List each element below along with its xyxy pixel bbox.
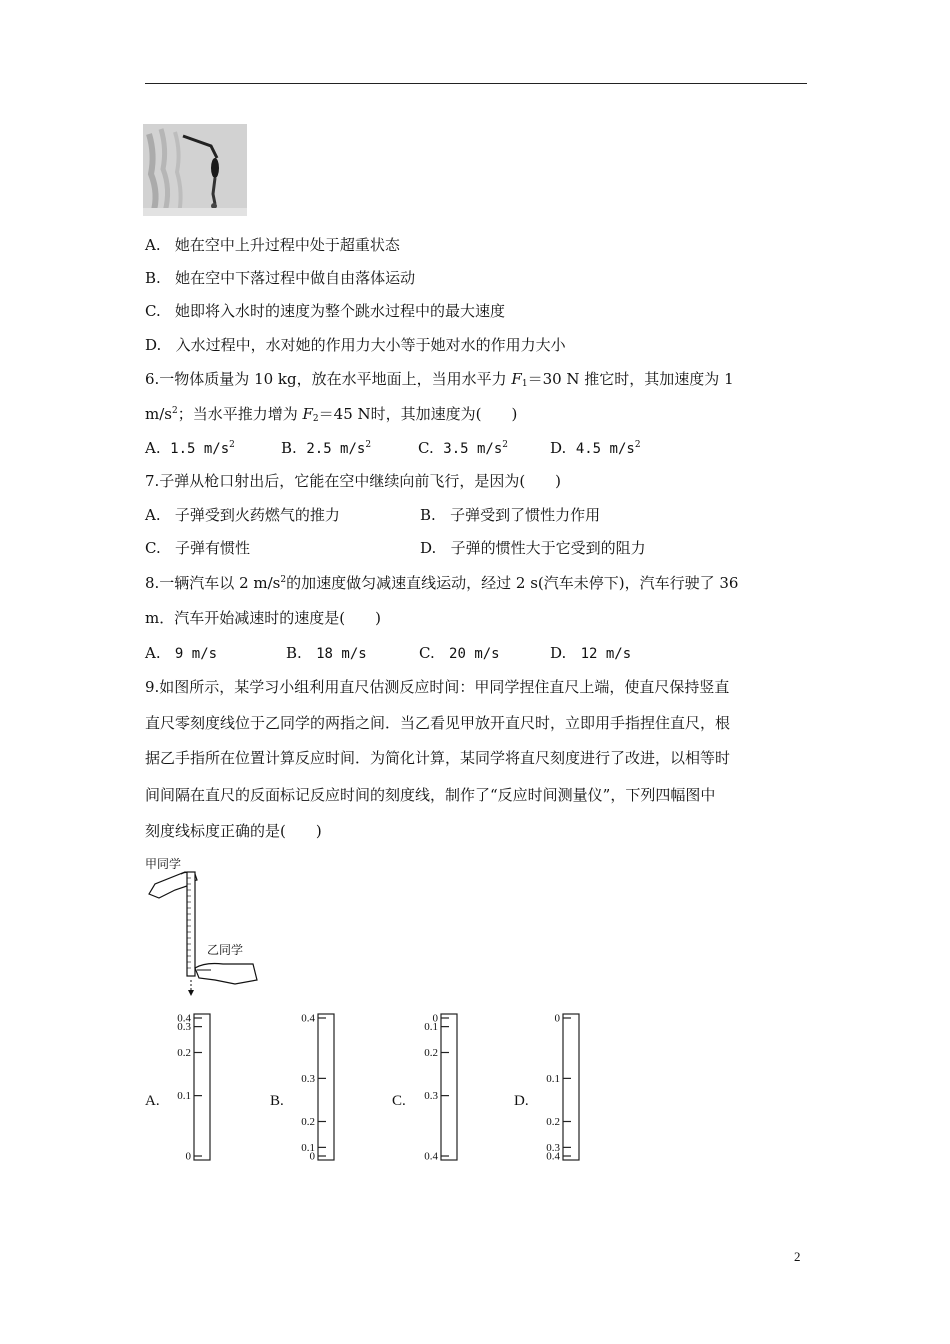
diver-photo xyxy=(143,124,247,216)
down-arrow-icon xyxy=(188,990,194,996)
q6-option-a: A. 1.5 $m/s^2$ xyxy=(145,439,235,457)
ruler-tick-label: 0.3 xyxy=(546,1141,560,1154)
ruler-tick-label: 0.1 xyxy=(301,1141,315,1154)
ruler-tick-label: 0.1 xyxy=(177,1090,191,1103)
q6-option-d: D. 4.5 $m/s^2$ xyxy=(550,439,641,457)
ruler-option-d xyxy=(535,1012,605,1164)
q7-option-d: D. 子弹的惯性大于它受到的阻力 xyxy=(420,539,646,557)
q5-option-a: A. 她在空中上升过程中处于超重状态 xyxy=(145,236,400,254)
ruler-tick-label: 0.2 xyxy=(546,1116,560,1128)
ruler-tick-label: 0.2 xyxy=(301,1116,315,1128)
ruler-tick-label: 0 xyxy=(185,1150,191,1163)
ruler-option-b xyxy=(290,1012,360,1164)
ruler-tick-label: 0 xyxy=(554,1012,560,1025)
page-number: 2 xyxy=(794,1249,801,1264)
q8-stem-line1: 8.一辆汽车以 2 $m/s^2$的加速度做匀减速直线运动，经过 2 s(汽车未停下)，汽车行驶了 36 xyxy=(145,574,739,592)
student-a-label: 甲同学 xyxy=(145,857,182,871)
q9-option-d-label: D. xyxy=(514,1093,529,1109)
ruler-icon xyxy=(187,872,195,976)
q7-option-b: B. 子弹受到了惯性力作用 xyxy=(420,506,601,524)
ruler-tick-label: 0.4 xyxy=(177,1012,191,1025)
ruler-option-c xyxy=(413,1012,483,1164)
q6-stem-line2: $m/s^2$；当水平推力增为 $F_2=45$ N时，其加速度为( ) xyxy=(145,405,518,424)
q9-stem-line2: 直尺零刻度线位于乙同学的两指之间．当乙看见甲放开直尺时，立即用手指捏住直尺，根 xyxy=(145,714,731,732)
q8-option-b: B. 18 m/s xyxy=(286,644,367,662)
ruler-tick-label: 0 xyxy=(432,1012,438,1025)
q6-stem-line1: 6.一物体质量为 10 kg，放在水平地面上，当用水平力 $F_1=30$ N 推它时，其加速度为 1 xyxy=(145,370,734,389)
ruler-body xyxy=(318,1014,334,1160)
ruler-tick-label: 0.2 xyxy=(424,1047,438,1059)
ruler-body xyxy=(194,1014,210,1160)
q9-stem-line5: 刻度线标度正确的是( ) xyxy=(145,822,322,840)
ruler-tick-label: 0.1 xyxy=(546,1072,560,1085)
ruler-tick-label: 0.2 xyxy=(177,1047,191,1059)
student-b-label: 乙同学 xyxy=(207,943,244,957)
q5-option-b: B. 她在空中下落过程中做自由落体运动 xyxy=(145,269,416,287)
q9-stem-line4: 间间隔在直尺的反面标记反应时间的刻度线，制作了“反应时间测量仪”，下列四幅图中 xyxy=(145,786,716,804)
q9-option-b-label: B. xyxy=(270,1093,284,1109)
hand-b-icon xyxy=(195,964,257,985)
q6-option-c: C. 3.5 $m/s^2$ xyxy=(418,439,509,457)
q7-option-a: A. 子弹受到火药燃气的推力 xyxy=(145,506,340,524)
q7-option-c: C. 子弹有惯性 xyxy=(145,539,251,557)
ruler-tick-label: 0.4 xyxy=(546,1150,560,1163)
q9-option-c-label: C. xyxy=(392,1093,406,1109)
ruler-tick-label: 0 xyxy=(309,1150,315,1163)
q8-stem-line2: m．汽车开始减速时的速度是( ) xyxy=(145,609,381,627)
header-rule xyxy=(145,83,807,84)
q5-option-d: D. 入水过程中，水对她的作用力大小等于她对水的作用力大小 xyxy=(145,336,566,354)
q7-stem: 7.子弹从枪口射出后，它能在空中继续向前飞行，是因为( ) xyxy=(145,472,562,490)
ruler-body xyxy=(441,1014,457,1160)
ruler-tick-label: 0.3 xyxy=(177,1021,191,1034)
q6-option-b: B. 2.5 $m/s^2$ xyxy=(281,439,372,457)
q8-option-c: C. 20 m/s xyxy=(419,644,500,662)
q9-stem-line3: 据乙手指所在位置计算反应时间．为简化计算，某同学将直尺刻度进行了改进，以相等时 xyxy=(145,749,731,767)
ruler-tick-label: 0.1 xyxy=(424,1021,438,1034)
q5-option-c: C. 她即将入水时的速度为整个跳水过程中的最大速度 xyxy=(145,302,506,320)
ruler-body xyxy=(563,1014,579,1160)
ruler-option-a xyxy=(166,1012,236,1164)
ruler-setup-figure xyxy=(145,856,265,1001)
q9-stem-line1: 9.如图所示，某学习小组利用直尺估测反应时间：甲同学捏住直尺上端，使直尺保持竖直 xyxy=(145,678,730,696)
ruler-tick-label: 0.3 xyxy=(301,1072,315,1085)
q8-option-d: D. 12 m/s xyxy=(550,644,632,662)
ruler-tick-label: 0.3 xyxy=(424,1090,438,1103)
ruler-tick-label: 0.4 xyxy=(424,1150,438,1163)
ruler-tick-label: 0.4 xyxy=(301,1012,315,1025)
q8-option-a: A. 9 m/s xyxy=(145,644,218,662)
q9-option-a-label: A. xyxy=(145,1093,160,1109)
